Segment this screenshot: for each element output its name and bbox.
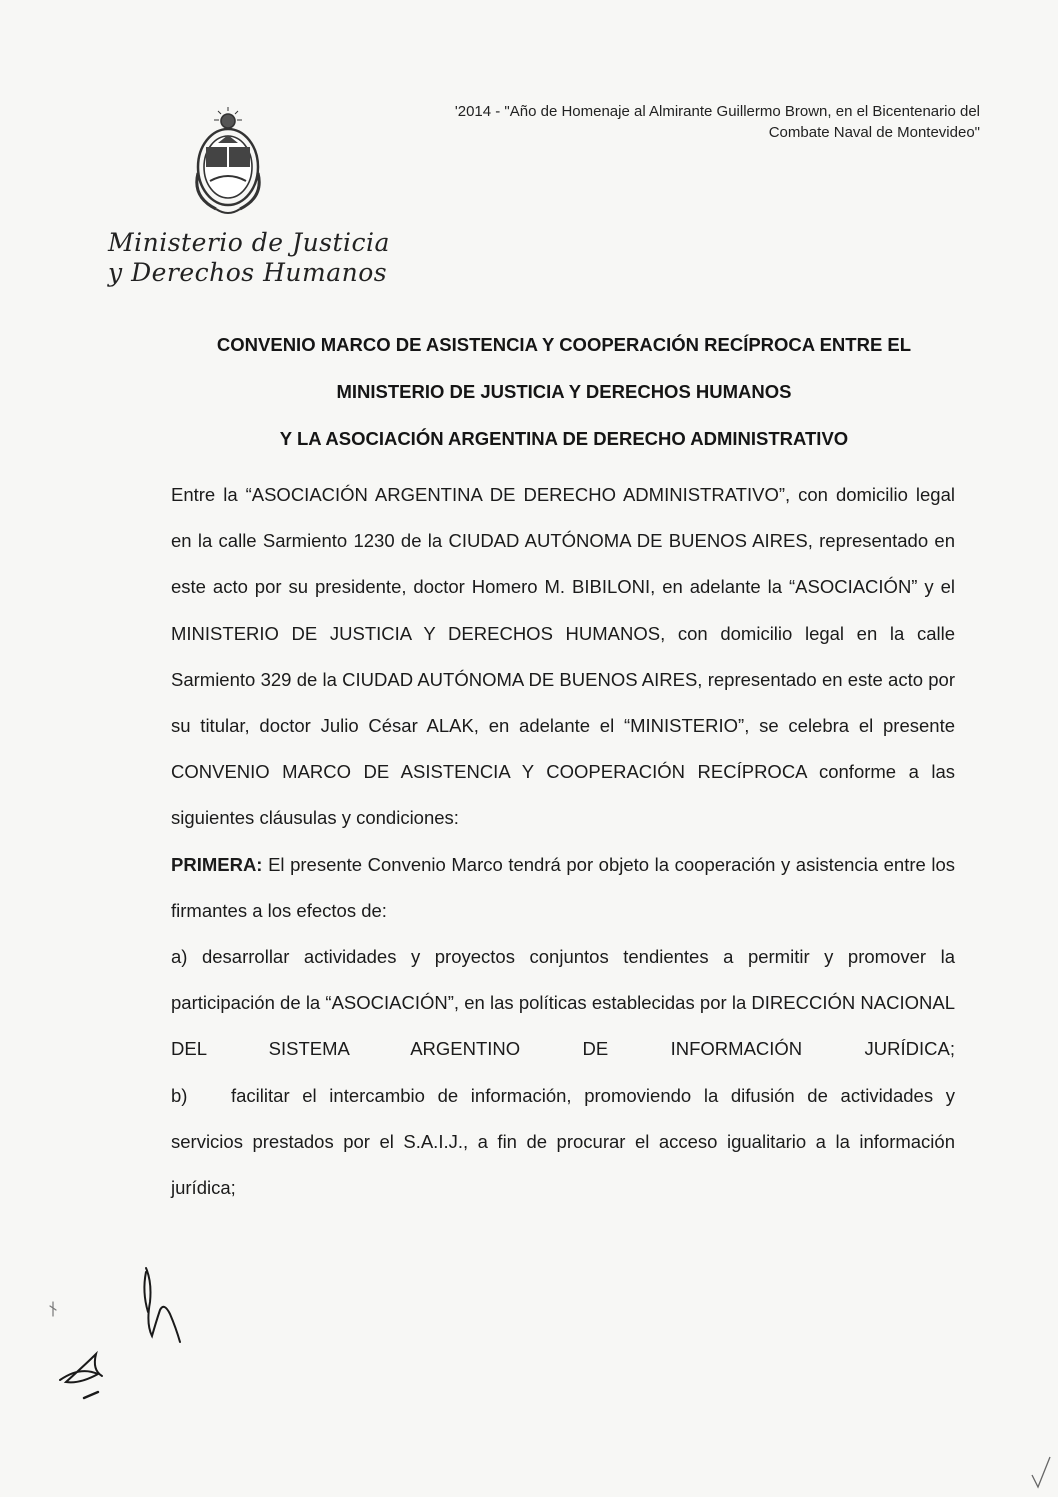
clause-item-a: a) desarrollar actividades y proyectos conjuntos tendientes a permitir y promover la participación de la “ASOCIACIÓN”, en las políticas establecidas por la DIRECCIÓN NACIONAL DEL SISTEMA ARGENTINO DE INFORMACIÓN JURÍDICA; xyxy=(171,946,955,1060)
document-body xyxy=(171,472,955,1211)
ministry-line-1: Ministerio de Justicia xyxy=(108,228,390,257)
intro-paragraph: Entre la “ASOCIACIÓN ARGENTINA DE DERECHO ADMINISTRATIVO”, con domicilio legal en la calle Sarmiento 1230 de la CIUDAD AUTÓNOMA DE BUENOS AIRES, representado en este acto por su presidente, doctor Homero M. BIBILONI, en adelante la “ASOCIACIÓN” y el MINISTERIO DE JUSTICIA Y DERECHOS HUMANOS, con domicilio legal en la calle Sarmiento 329 de la CIUDAD AUTÓNOMA DE BUENOS AIRES, representado en este acto por su titular, doctor Julio César ALAK, en adelante el “MINISTERIO”, se celebra el presente CONVENIO MARCO DE ASISTENCIA Y COOPERACIÓN RECÍPROCA conforme a las siguientes cláusulas y condiciones: xyxy=(171,484,955,829)
ministry-signature-block xyxy=(108,228,390,288)
clause-primera xyxy=(171,842,955,934)
title-line-3: Y LA ASOCIACIÓN ARGENTINA DE DERECHO ADMINISTRATIVO xyxy=(279,428,849,449)
title-line-1: CONVENIO MARCO DE ASISTENCIA Y COOPERACIÓN RECÍPROCA ENTRE EL xyxy=(216,334,912,355)
check-mark-icon xyxy=(1030,1455,1052,1491)
ministry-line-2: y Derechos Humanos xyxy=(108,258,388,287)
title-line-2: MINISTERIO DE JUSTICIA Y DERECHOS HUMANOS xyxy=(336,381,792,402)
clause-primera-label: PRIMERA: xyxy=(171,853,263,875)
document-title xyxy=(120,321,1008,462)
item-b-text: facilitar el intercambio de información, promoviendo la difusión de actividades y servicios prestados por el S.A.I.J., a fin de procurar el acceso igualitario a la información jurídica; xyxy=(171,1084,955,1199)
clause-primera-text: El presente Convenio Marco tendrá por objeto la cooperación y asistencia entre los firmantes a los efectos de: xyxy=(171,853,956,921)
header-note-line-1: '2014 - "Año de Homenaje al Almirante Guillermo Brown, en el Bicentenario del xyxy=(454,103,980,120)
commemorative-header xyxy=(340,101,980,143)
item-b-marker: b) xyxy=(171,1084,188,1106)
clause-item-b xyxy=(171,1073,955,1212)
coat-of-arms-icon xyxy=(186,105,270,223)
header-note-line-2: Combate Naval de Montevideo" xyxy=(768,124,980,141)
handwritten-initials-icon xyxy=(40,1262,220,1422)
